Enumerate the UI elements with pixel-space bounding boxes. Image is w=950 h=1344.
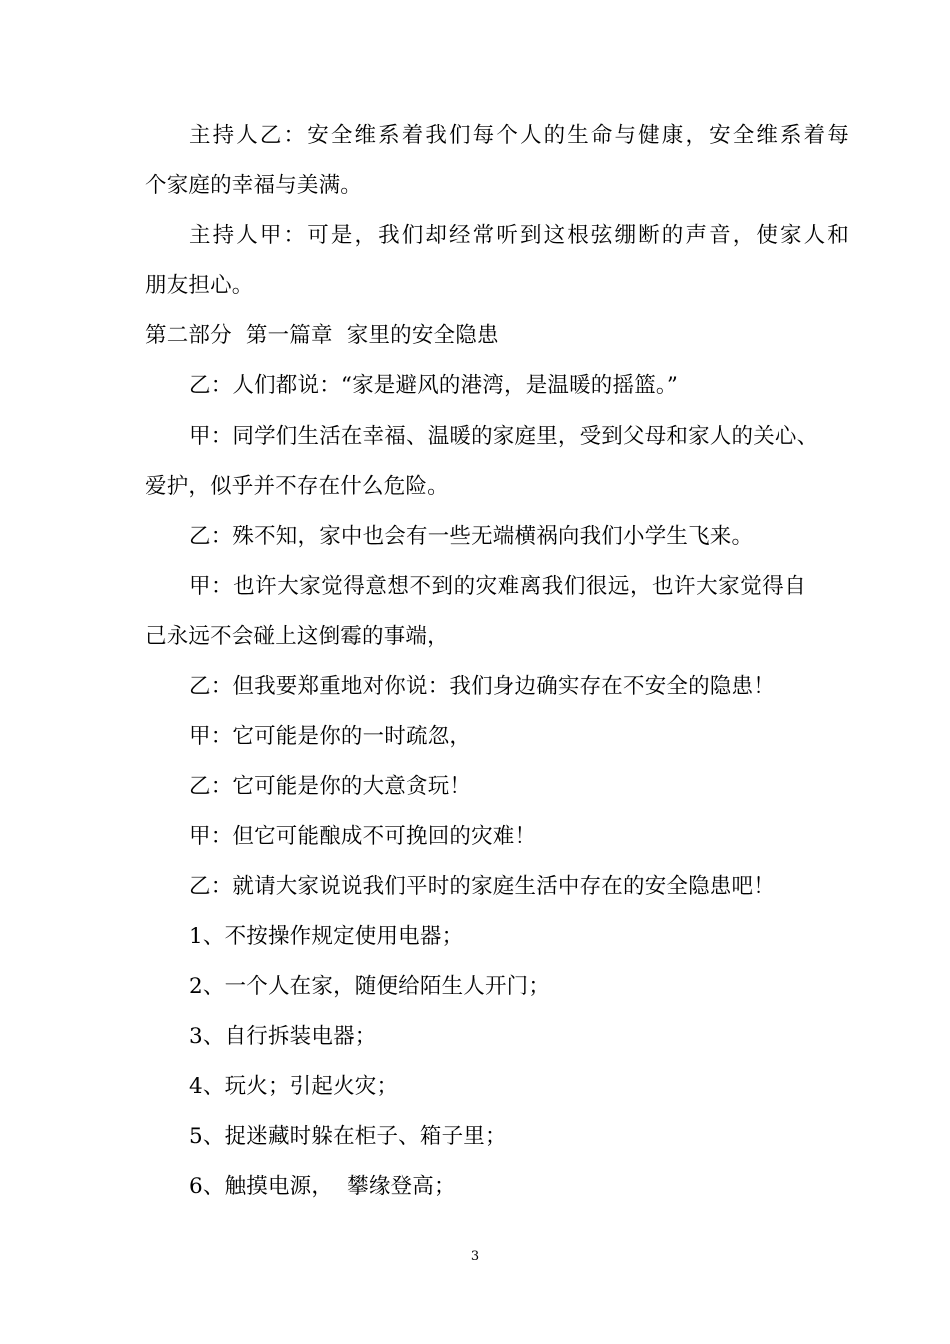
text-line-15: 甲：但它可能酿成不可挽回的灾难！: [189, 824, 537, 849]
section-heading: 第二部分 第一篇章 家里的安全隐患: [145, 323, 499, 348]
text-line-14: 乙：它可能是你的大意贪玩！: [189, 774, 472, 799]
text-line-2: 个家庭的幸福与美满。: [145, 173, 363, 198]
text-line-11: 己永远不会碰上这倒霉的事端，: [145, 624, 449, 649]
text-line-16: 乙：就请大家说说我们平时的家庭生活中存在的安全隐患吧！: [189, 874, 775, 899]
page-number: 3: [470, 1249, 480, 1264]
list-item-4: 4、玩火；引起火灾；: [189, 1074, 399, 1099]
text-line-7: 甲：同学们生活在幸福、温暖的家庭里，受到父母和家人的关心、: [189, 424, 819, 449]
text-line-4: 朋友担心。: [145, 273, 254, 298]
list-item-2: 2、一个人在家，随便给陌生人开门；: [189, 974, 551, 999]
text-line-1: 主持人乙：安全维系着我们每个人的生命与健康，安全维系着每: [189, 123, 849, 148]
list-item-5: 5、捉迷藏时躲在柜子、箱子里；: [189, 1124, 507, 1149]
text-line-13: 甲：它可能是你的一时疏忽，: [189, 724, 472, 749]
text-line-12: 乙：但我要郑重地对你说：我们身边确实存在不安全的隐患！: [189, 674, 775, 699]
list-item-3: 3、自行拆装电器；: [189, 1024, 377, 1049]
text-line-8: 爱护，似乎并不存在什么危险。: [145, 474, 449, 499]
text-line-3: 主持人甲：可是，我们却经常听到这根弦绷断的声音，使家人和: [189, 223, 849, 248]
list-item-6: 6、触摸电源， 攀缘登高；: [189, 1174, 456, 1199]
text-line-6: 乙：人们都说：“家是避风的港湾，是温暖的摇篮。”: [189, 373, 679, 398]
list-item-1: 1、不按操作规定使用电器；: [189, 924, 464, 949]
text-line-10: 甲：也许大家觉得意想不到的灾难离我们很远，也许大家觉得自: [189, 574, 806, 599]
text-line-9: 乙：殊不知，家中也会有一些无端横祸向我们小学生飞来。: [189, 524, 754, 549]
